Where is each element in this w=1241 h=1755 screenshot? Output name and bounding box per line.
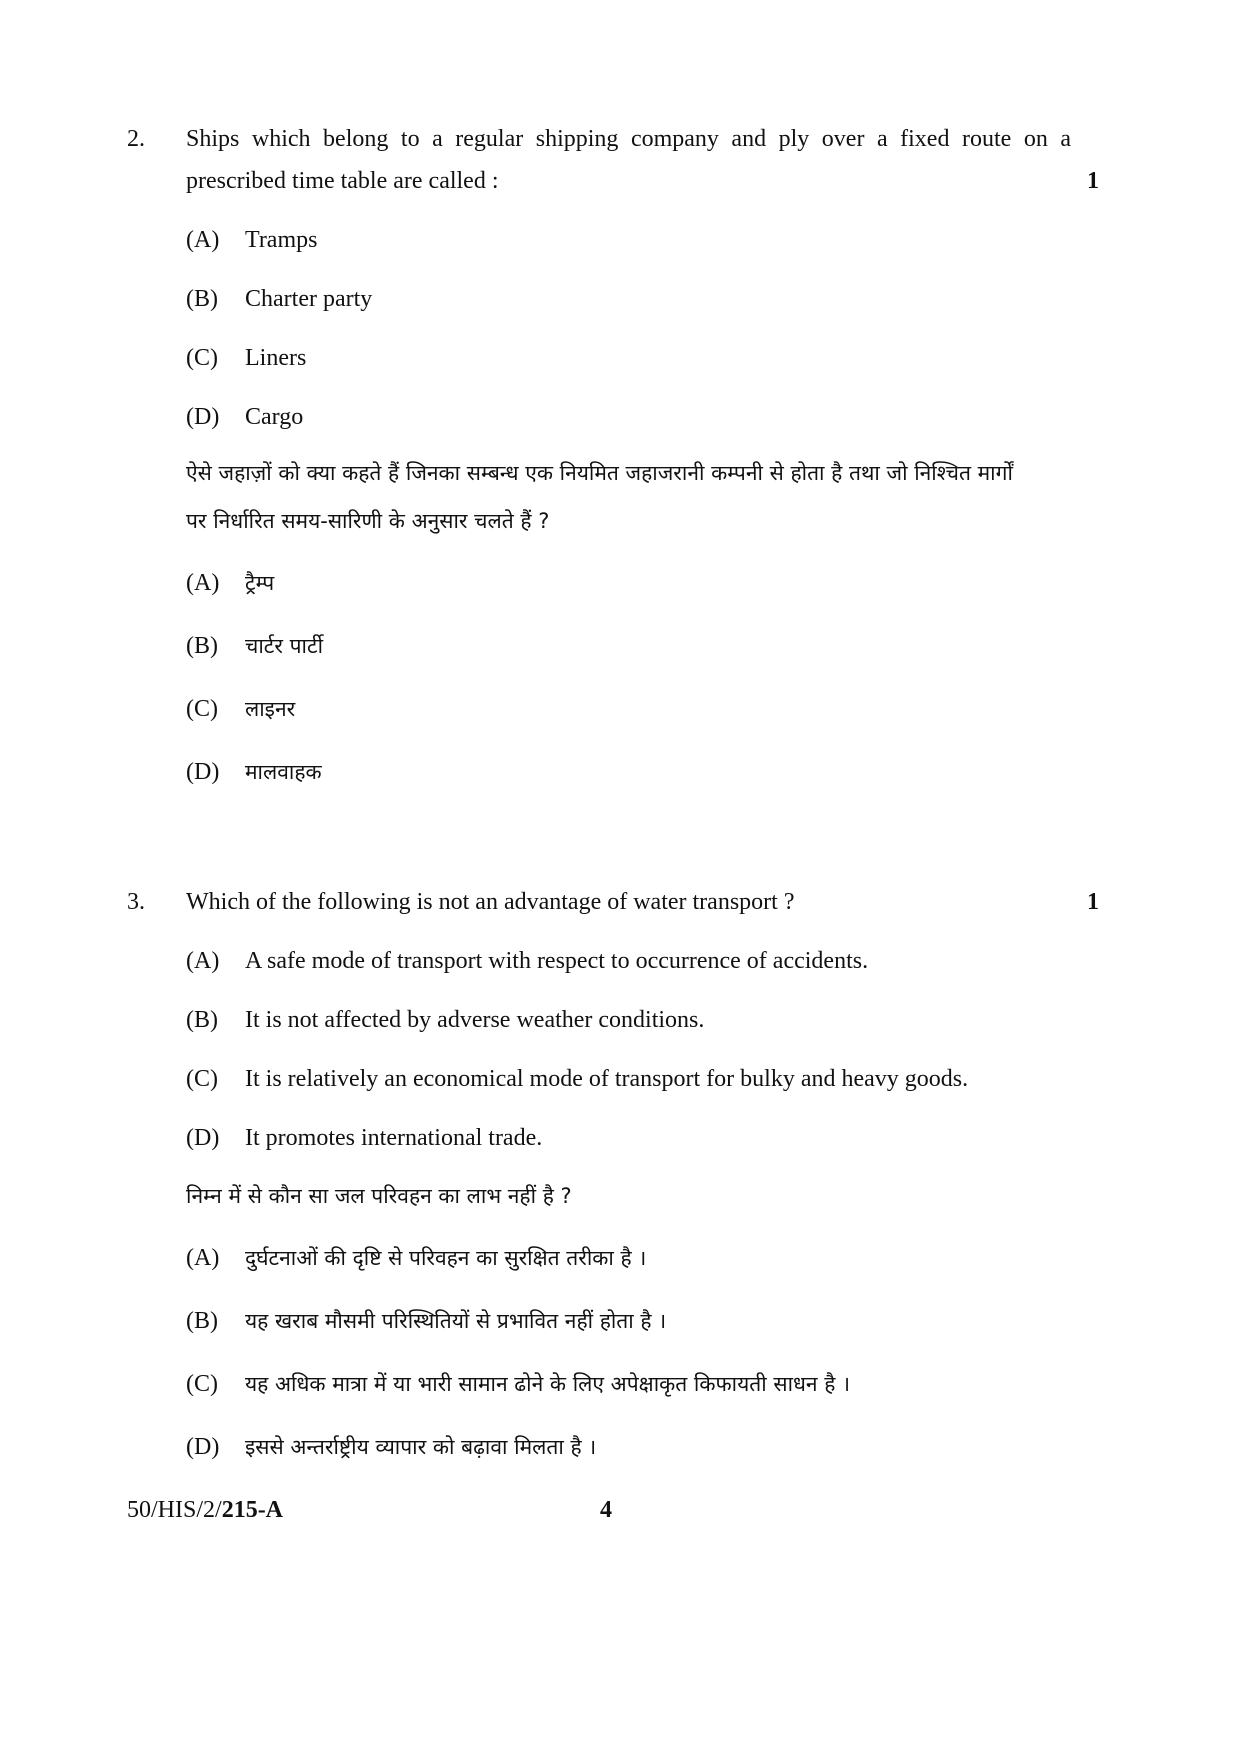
question-number: 2.: [127, 126, 145, 152]
option-letter: (B): [186, 286, 218, 312]
option-text-hindi: इससे अन्तर्राष्ट्रीय व्यापार को बढ़ावा मिलता है ।: [245, 1435, 597, 1459]
option-text-hindi: मालवाहक: [245, 760, 322, 784]
option-text: Liners: [245, 345, 307, 371]
option-letter: (D): [186, 404, 220, 430]
option-letter: (D): [186, 1125, 220, 1151]
option-letter: (C): [186, 696, 218, 722]
question-marks: 1: [1087, 168, 1099, 194]
option-text: Cargo: [245, 404, 304, 430]
question-marks: 1: [1087, 889, 1099, 915]
option-letter: (C): [186, 345, 218, 371]
option-letter: (D): [186, 1434, 220, 1460]
option-text-hindi: लाइनर: [245, 697, 296, 721]
option-text: Charter party: [245, 286, 373, 312]
question-text-line: Which of the following is not an advantage of water transport ?: [186, 889, 795, 915]
question-text-hindi-line: ऐसे जहाज़ों को क्या कहते हैं जिनका सम्बन्ध एक नियमित जहाजरानी कम्पनी से होता है तथा जो निश्चित मार्गों: [186, 461, 1013, 485]
option-text: Tramps: [245, 227, 318, 253]
question-text-line: Ships which belong to a regular shipping company and ply over a fixed route on a: [186, 126, 1071, 152]
question-text-line: prescribed time table are called :: [186, 168, 499, 194]
paper-code: [127, 1495, 283, 1525]
option-text-hindi: ट्रैम्प: [245, 571, 275, 595]
option-text: It promotes international trade.: [245, 1125, 543, 1151]
option-letter: (A): [186, 948, 220, 974]
option-letter: (B): [186, 633, 218, 659]
option-letter: (C): [186, 1066, 218, 1092]
option-letter: (A): [186, 227, 220, 253]
paper-code-prefix: 50/HIS/2/: [127, 1497, 222, 1523]
question-number: 3.: [127, 889, 145, 915]
page-number: 4: [600, 1497, 612, 1523]
option-text-hindi: यह खराब मौसमी परिस्थितियों से प्रभावित नहीं होता है ।: [245, 1309, 667, 1333]
question-text-hindi-line: निम्न में से कौन सा जल परिवहन का लाभ नहीं है ?: [186, 1184, 572, 1208]
question-text-hindi-line: पर निर्धारित समय-सारिणी के अनुसार चलते हैं ?: [186, 509, 550, 533]
option-text-hindi: यह अधिक मात्रा में या भारी सामान ढोने के लिए अपेक्षाकृत किफायती साधन है ।: [245, 1372, 851, 1396]
option-text: It is relatively an economical mode of transport for bulky and heavy goods.: [245, 1066, 969, 1092]
option-letter: (A): [186, 570, 220, 596]
option-letter: (C): [186, 1371, 218, 1397]
option-letter: (D): [186, 759, 220, 785]
option-text-hindi: दुर्घटनाओं की दृष्टि से परिवहन का सुरक्षित तरीका है ।: [245, 1246, 647, 1270]
option-text: It is not affected by adverse weather conditions.: [245, 1007, 705, 1033]
paper-code-bold: 215-A: [221, 1497, 284, 1523]
option-text-hindi: चार्टर पार्टी: [245, 634, 324, 658]
option-letter: (B): [186, 1308, 218, 1334]
option-letter: (B): [186, 1007, 218, 1033]
option-text: A safe mode of transport with respect to occurrence of accidents.: [245, 948, 869, 974]
option-letter: (A): [186, 1245, 220, 1271]
